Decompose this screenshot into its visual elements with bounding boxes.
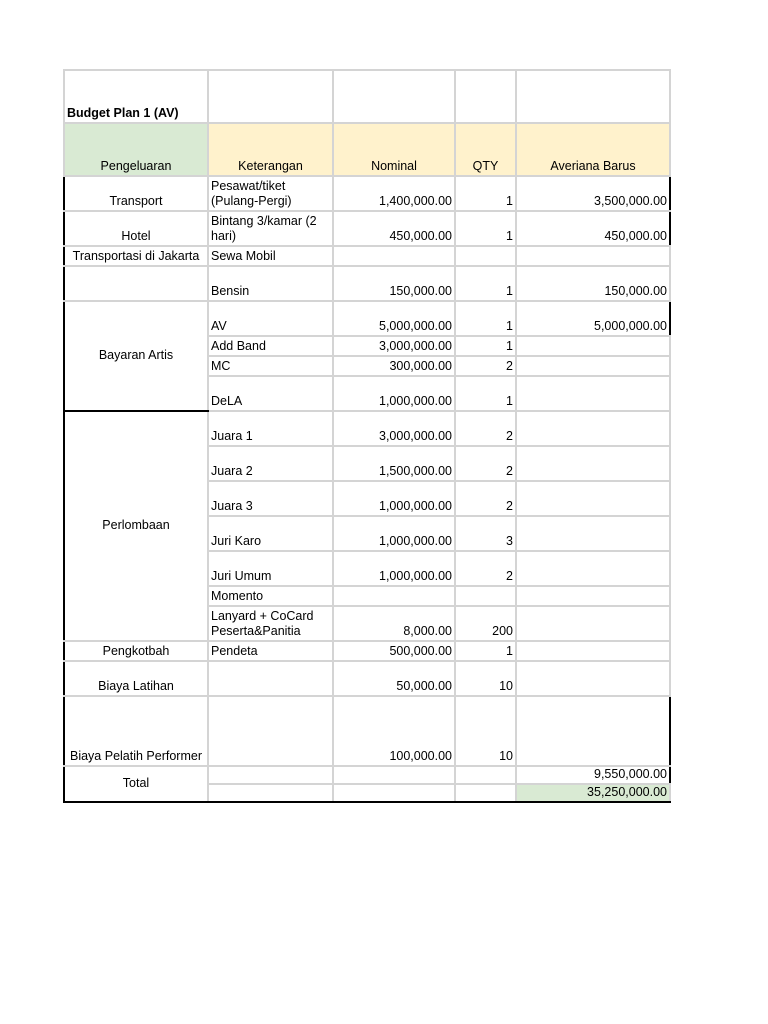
table-row bbox=[64, 246, 670, 266]
row-desc[interactable]: Juri Umum bbox=[208, 551, 333, 586]
row-nominal[interactable]: 100,000.00 bbox=[333, 696, 455, 766]
row-qty[interactable]: 2 bbox=[455, 446, 516, 481]
row-category[interactable]: Biaya Latihan bbox=[64, 661, 208, 696]
row-total[interactable] bbox=[516, 516, 670, 551]
row-total[interactable] bbox=[516, 661, 670, 696]
row-desc[interactable]: Juara 1 bbox=[208, 411, 333, 446]
cell[interactable] bbox=[208, 766, 333, 784]
row-desc[interactable]: Juara 3 bbox=[208, 481, 333, 516]
table-row bbox=[64, 641, 670, 661]
header-averiana[interactable]: Averiana Barus bbox=[516, 123, 670, 176]
row-qty[interactable]: 1 bbox=[455, 301, 516, 336]
header-nominal[interactable]: Nominal bbox=[333, 123, 455, 176]
row-desc[interactable] bbox=[208, 661, 333, 696]
sheet-title[interactable]: Budget Plan 1 (AV) bbox=[64, 70, 208, 123]
row-total[interactable] bbox=[516, 586, 670, 606]
table-row bbox=[64, 266, 670, 301]
row-desc[interactable]: Lanyard + CoCard Peserta&Panitia bbox=[208, 606, 333, 641]
row-total[interactable] bbox=[516, 246, 670, 266]
table-row bbox=[64, 696, 670, 766]
row-qty[interactable]: 1 bbox=[455, 641, 516, 661]
row-qty[interactable]: 2 bbox=[455, 411, 516, 446]
row-total[interactable] bbox=[516, 481, 670, 516]
cell[interactable] bbox=[333, 70, 455, 123]
row-nominal[interactable]: 8,000.00 bbox=[333, 606, 455, 641]
row-desc[interactable]: Juri Karo bbox=[208, 516, 333, 551]
row-desc[interactable]: AV bbox=[208, 301, 333, 336]
row-desc[interactable]: Bintang 3/kamar (2 hari) bbox=[208, 211, 333, 246]
row-qty[interactable]: 3 bbox=[455, 516, 516, 551]
row-total[interactable]: 450,000.00 bbox=[516, 211, 670, 246]
header-keterangan[interactable]: Keterangan bbox=[208, 123, 333, 176]
row-desc[interactable]: DeLA bbox=[208, 376, 333, 411]
row-nominal[interactable]: 1,000,000.00 bbox=[333, 376, 455, 411]
row-desc[interactable]: Bensin bbox=[208, 266, 333, 301]
row-qty[interactable]: 2 bbox=[455, 481, 516, 516]
table-row bbox=[64, 211, 670, 246]
row-qty[interactable]: 1 bbox=[455, 211, 516, 246]
table-row bbox=[64, 301, 670, 336]
row-nominal[interactable]: 500,000.00 bbox=[333, 641, 455, 661]
row-category[interactable]: Hotel bbox=[64, 211, 208, 246]
cell[interactable] bbox=[455, 766, 516, 784]
row-qty[interactable]: 1 bbox=[455, 176, 516, 211]
row-category[interactable]: Pengkotbah bbox=[64, 641, 208, 661]
row-total[interactable] bbox=[516, 641, 670, 661]
row-desc[interactable]: Pesawat/tiket (Pulang-Pergi) bbox=[208, 176, 333, 211]
row-desc[interactable]: Add Band bbox=[208, 336, 333, 356]
row-qty[interactable]: 10 bbox=[455, 661, 516, 696]
subtotal-value[interactable]: 9,550,000.00 bbox=[516, 766, 670, 784]
row-total[interactable] bbox=[516, 411, 670, 446]
row-nominal[interactable]: 50,000.00 bbox=[333, 661, 455, 696]
row-total[interactable] bbox=[516, 551, 670, 586]
header-pengeluaran[interactable]: Pengeluaran bbox=[64, 123, 208, 176]
row-qty[interactable]: 200 bbox=[455, 606, 516, 641]
table-row bbox=[64, 176, 670, 211]
cell[interactable] bbox=[333, 784, 455, 802]
row-nominal[interactable]: 1,000,000.00 bbox=[333, 481, 455, 516]
row-nominal[interactable] bbox=[333, 246, 455, 266]
row-desc[interactable]: MC bbox=[208, 356, 333, 376]
row-nominal[interactable]: 450,000.00 bbox=[333, 211, 455, 246]
cell[interactable] bbox=[208, 784, 333, 802]
row-qty[interactable]: 1 bbox=[455, 266, 516, 301]
row-total[interactable] bbox=[516, 696, 670, 766]
row-nominal[interactable]: 3,000,000.00 bbox=[333, 336, 455, 356]
row-category[interactable]: Perlombaan bbox=[64, 411, 208, 641]
cell[interactable] bbox=[516, 70, 670, 123]
row-desc[interactable]: Momento bbox=[208, 586, 333, 606]
row-qty[interactable]: 10 bbox=[455, 696, 516, 766]
row-nominal[interactable]: 1,400,000.00 bbox=[333, 176, 455, 211]
row-category[interactable] bbox=[64, 266, 208, 301]
row-qty[interactable] bbox=[455, 246, 516, 266]
row-nominal[interactable]: 150,000.00 bbox=[333, 266, 455, 301]
total-label[interactable]: Total bbox=[64, 766, 208, 802]
row-nominal[interactable]: 1,500,000.00 bbox=[333, 446, 455, 481]
row-total[interactable] bbox=[516, 446, 670, 481]
row-desc[interactable] bbox=[208, 696, 333, 766]
row-nominal[interactable] bbox=[333, 586, 455, 606]
cell[interactable] bbox=[208, 70, 333, 123]
row-qty[interactable]: 1 bbox=[455, 376, 516, 411]
row-total[interactable] bbox=[516, 356, 670, 376]
row-qty[interactable]: 2 bbox=[455, 356, 516, 376]
row-qty[interactable]: 2 bbox=[455, 551, 516, 586]
row-nominal[interactable]: 1,000,000.00 bbox=[333, 516, 455, 551]
row-category[interactable]: Transport bbox=[64, 176, 208, 211]
row-total[interactable] bbox=[516, 606, 670, 641]
row-desc[interactable]: Pendeta bbox=[208, 641, 333, 661]
table-row bbox=[64, 411, 670, 446]
row-total[interactable]: 5,000,000.00 bbox=[516, 301, 670, 336]
row-nominal[interactable]: 1,000,000.00 bbox=[333, 551, 455, 586]
row-desc[interactable]: Sewa Mobil bbox=[208, 246, 333, 266]
row-total[interactable] bbox=[516, 376, 670, 411]
row-total[interactable]: 150,000.00 bbox=[516, 266, 670, 301]
row-category[interactable]: Biaya Pelatih Performer bbox=[64, 696, 208, 766]
total-row bbox=[64, 766, 670, 784]
budget-table bbox=[63, 69, 671, 803]
row-qty[interactable]: 1 bbox=[455, 336, 516, 356]
row-nominal[interactable]: 300,000.00 bbox=[333, 356, 455, 376]
row-qty[interactable] bbox=[455, 586, 516, 606]
row-category[interactable]: Bayaran Artis bbox=[64, 301, 208, 411]
cell[interactable] bbox=[455, 70, 516, 123]
cell[interactable] bbox=[333, 766, 455, 784]
table-row bbox=[64, 661, 670, 696]
row-nominal[interactable]: 5,000,000.00 bbox=[333, 301, 455, 336]
row-nominal[interactable]: 3,000,000.00 bbox=[333, 411, 455, 446]
cell[interactable] bbox=[455, 784, 516, 802]
row-desc[interactable]: Juara 2 bbox=[208, 446, 333, 481]
row-category[interactable]: Transportasi di Jakarta bbox=[64, 246, 208, 266]
row-total[interactable]: 3,500,000.00 bbox=[516, 176, 670, 211]
grand-total-value[interactable]: 35,250,000.00 bbox=[516, 784, 670, 802]
row-total[interactable] bbox=[516, 336, 670, 356]
header-qty[interactable]: QTY bbox=[455, 123, 516, 176]
